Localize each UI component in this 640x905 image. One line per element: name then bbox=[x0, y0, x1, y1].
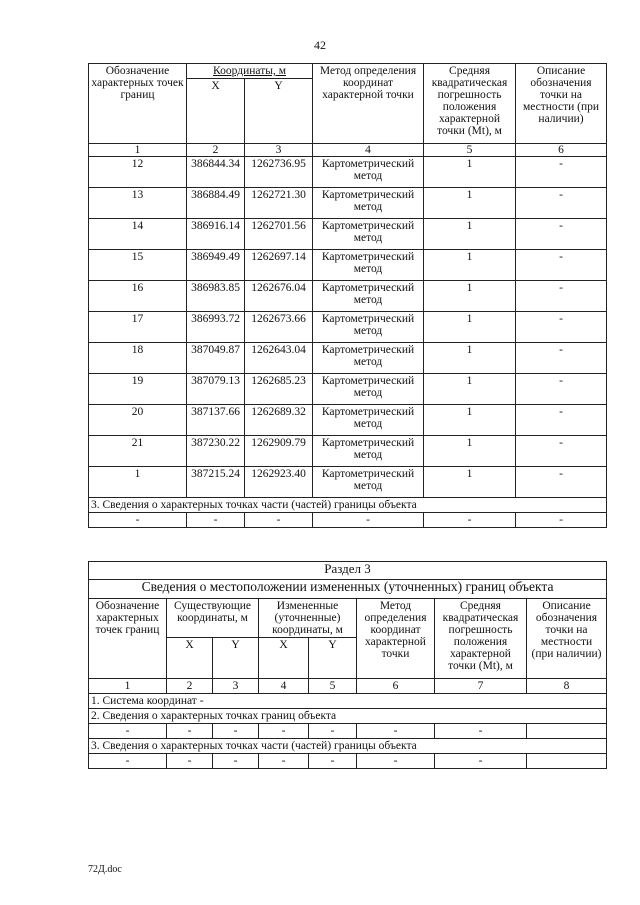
table-row bbox=[89, 250, 607, 281]
point-number: 16 bbox=[89, 281, 187, 312]
dash-cell: - bbox=[245, 513, 313, 528]
dash-cell: - bbox=[309, 754, 357, 769]
description: - bbox=[516, 374, 607, 405]
coord-y: 1262689.32 bbox=[245, 405, 313, 436]
dash-cell: - bbox=[167, 754, 213, 769]
method: Картометрический метод bbox=[313, 250, 424, 281]
dash-cell: - bbox=[424, 513, 516, 528]
file-name: 72Д.doc bbox=[88, 864, 122, 875]
error-mt: 1 bbox=[424, 467, 516, 498]
dash-cell: - bbox=[167, 724, 213, 739]
table-row bbox=[89, 219, 607, 250]
coord-y: 1262673.66 bbox=[245, 312, 313, 343]
page-number: 42 bbox=[314, 38, 326, 52]
point-number: 14 bbox=[89, 219, 187, 250]
method: Картометрический метод bbox=[313, 157, 424, 188]
coord-x: 387230.22 bbox=[187, 436, 245, 467]
description: - bbox=[516, 250, 607, 281]
error-mt: 1 bbox=[424, 312, 516, 343]
method: Картометрический метод bbox=[313, 405, 424, 436]
section3-label: 3. Сведения о характерных точках части (частей) границы объекта bbox=[89, 498, 607, 513]
dash-cell: - bbox=[187, 513, 245, 528]
coord-y: 1262736.95 bbox=[245, 157, 313, 188]
coord-x: 387079.13 bbox=[187, 374, 245, 405]
dash-cell: - bbox=[259, 754, 309, 769]
error-mt: 1 bbox=[424, 405, 516, 436]
coord-y: 1262721.30 bbox=[245, 188, 313, 219]
col-index: 1 bbox=[89, 679, 167, 694]
coordinates-table bbox=[88, 63, 607, 528]
dash-cell: - bbox=[259, 724, 309, 739]
col-index: 3 bbox=[213, 679, 259, 694]
dash-cell bbox=[527, 754, 607, 769]
coord-x: 386993.72 bbox=[187, 312, 245, 343]
col-index: 2 bbox=[187, 144, 245, 157]
changed-borders-table bbox=[88, 561, 607, 769]
point-number: 12 bbox=[89, 157, 187, 188]
point-number: 21 bbox=[89, 436, 187, 467]
method: Картометрический метод bbox=[313, 467, 424, 498]
dash-cell: - bbox=[357, 724, 435, 739]
description: - bbox=[516, 343, 607, 374]
table-row bbox=[89, 374, 607, 405]
header-changed-coords: Измененные (уточненные) координаты, м bbox=[259, 599, 357, 638]
col-index: 3 bbox=[245, 144, 313, 157]
method: Картометрический метод bbox=[313, 219, 424, 250]
method: Картометрический метод bbox=[313, 374, 424, 405]
error-mt: 1 bbox=[424, 188, 516, 219]
col-index: 8 bbox=[527, 679, 607, 694]
col-index: 2 bbox=[167, 679, 213, 694]
coord-x: 386983.85 bbox=[187, 281, 245, 312]
table-row bbox=[89, 281, 607, 312]
error-mt: 1 bbox=[424, 157, 516, 188]
header-y: Y bbox=[309, 638, 357, 679]
header-description: Описание обозначения точки на местности (при наличии) bbox=[527, 599, 607, 679]
table-row bbox=[89, 312, 607, 343]
header-y: Y bbox=[245, 79, 313, 144]
description: - bbox=[516, 281, 607, 312]
method: Картометрический метод bbox=[313, 312, 424, 343]
error-mt: 1 bbox=[424, 219, 516, 250]
header-coords: Координаты, м bbox=[187, 64, 313, 79]
dash-cell: - bbox=[435, 754, 527, 769]
point-number: 15 bbox=[89, 250, 187, 281]
coord-y: 1262685.23 bbox=[245, 374, 313, 405]
method: Картометрический метод bbox=[313, 343, 424, 374]
header-error: Средняя квадратическая погрешность положения характерной точки (Mt), м bbox=[424, 64, 516, 144]
dash-cell: - bbox=[516, 513, 607, 528]
col-index: 6 bbox=[516, 144, 607, 157]
coord-y: 1262697.14 bbox=[245, 250, 313, 281]
description: - bbox=[516, 312, 607, 343]
point-number: 13 bbox=[89, 188, 187, 219]
coord-x: 386884.49 bbox=[187, 188, 245, 219]
coord-x: 386844.34 bbox=[187, 157, 245, 188]
col-index: 1 bbox=[89, 144, 187, 157]
coord-y: 1262701.56 bbox=[245, 219, 313, 250]
header-designation: Обозначение характерных точек границ bbox=[89, 64, 187, 144]
header-existing-coords: Существующие координаты, м bbox=[167, 599, 259, 638]
coord-x: 387215.24 bbox=[187, 467, 245, 498]
col-index: 4 bbox=[259, 679, 309, 694]
error-mt: 1 bbox=[424, 250, 516, 281]
coord-system-label: 1. Система координат - bbox=[89, 694, 607, 709]
dash-cell: - bbox=[435, 724, 527, 739]
method: Картометрический метод bbox=[313, 436, 424, 467]
description: - bbox=[516, 157, 607, 188]
table-row bbox=[89, 405, 607, 436]
dash-cell: - bbox=[89, 724, 167, 739]
col-index: 7 bbox=[435, 679, 527, 694]
point-number: 19 bbox=[89, 374, 187, 405]
section2-label: 2. Сведения о характерных точках границ объекта bbox=[89, 709, 607, 724]
header-error: Средняя квадратическая погрешность положения характерной точки (Mt), м bbox=[435, 599, 527, 679]
header-y: Y bbox=[213, 638, 259, 679]
table-row bbox=[89, 188, 607, 219]
dash-cell: - bbox=[309, 724, 357, 739]
point-number: 1 bbox=[89, 467, 187, 498]
header-method: Метод определения координат характерной точки bbox=[357, 599, 435, 679]
header-designation: Обозначение характерных точек границ bbox=[89, 599, 167, 679]
error-mt: 1 bbox=[424, 281, 516, 312]
error-mt: 1 bbox=[424, 343, 516, 374]
dash-cell: - bbox=[89, 754, 167, 769]
description: - bbox=[516, 405, 607, 436]
point-number: 20 bbox=[89, 405, 187, 436]
table-row bbox=[89, 436, 607, 467]
col-index: 5 bbox=[309, 679, 357, 694]
col-index: 4 bbox=[313, 144, 424, 157]
coord-y: 1262909.79 bbox=[245, 436, 313, 467]
section3-label: 3. Сведения о характерных точках части (частей) границы объекта bbox=[89, 739, 607, 754]
description: - bbox=[516, 219, 607, 250]
point-number: 18 bbox=[89, 343, 187, 374]
header-x: X bbox=[187, 79, 245, 144]
section-heading: Сведения о местоположении измененных (уточненных) границ объекта bbox=[89, 580, 607, 599]
coord-y: 1262676.04 bbox=[245, 281, 313, 312]
description: - bbox=[516, 467, 607, 498]
error-mt: 1 bbox=[424, 374, 516, 405]
dash-cell bbox=[527, 724, 607, 739]
description: - bbox=[516, 436, 607, 467]
dash-cell: - bbox=[213, 724, 259, 739]
table-row bbox=[89, 157, 607, 188]
col-index: 5 bbox=[424, 144, 516, 157]
description: - bbox=[516, 188, 607, 219]
dash-cell: - bbox=[313, 513, 424, 528]
header-method: Метод определения координат характерной точки bbox=[313, 64, 424, 144]
dash-cell: - bbox=[89, 513, 187, 528]
coord-x: 387137.66 bbox=[187, 405, 245, 436]
coord-x: 386949.49 bbox=[187, 250, 245, 281]
error-mt: 1 bbox=[424, 436, 516, 467]
table-row bbox=[89, 467, 607, 498]
method: Картометрический метод bbox=[313, 281, 424, 312]
point-number: 17 bbox=[89, 312, 187, 343]
section-title: Раздел 3 bbox=[89, 562, 607, 580]
header-x: X bbox=[167, 638, 213, 679]
header-description: Описание обозначения точки на местности (при наличии) bbox=[516, 64, 607, 144]
coord-y: 1262923.40 bbox=[245, 467, 313, 498]
header-x: X bbox=[259, 638, 309, 679]
method: Картометрический метод bbox=[313, 188, 424, 219]
coord-x: 387049.87 bbox=[187, 343, 245, 374]
col-index: 6 bbox=[357, 679, 435, 694]
dash-cell: - bbox=[357, 754, 435, 769]
coord-x: 386916.14 bbox=[187, 219, 245, 250]
coord-y: 1262643.04 bbox=[245, 343, 313, 374]
table-row bbox=[89, 343, 607, 374]
dash-cell: - bbox=[213, 754, 259, 769]
